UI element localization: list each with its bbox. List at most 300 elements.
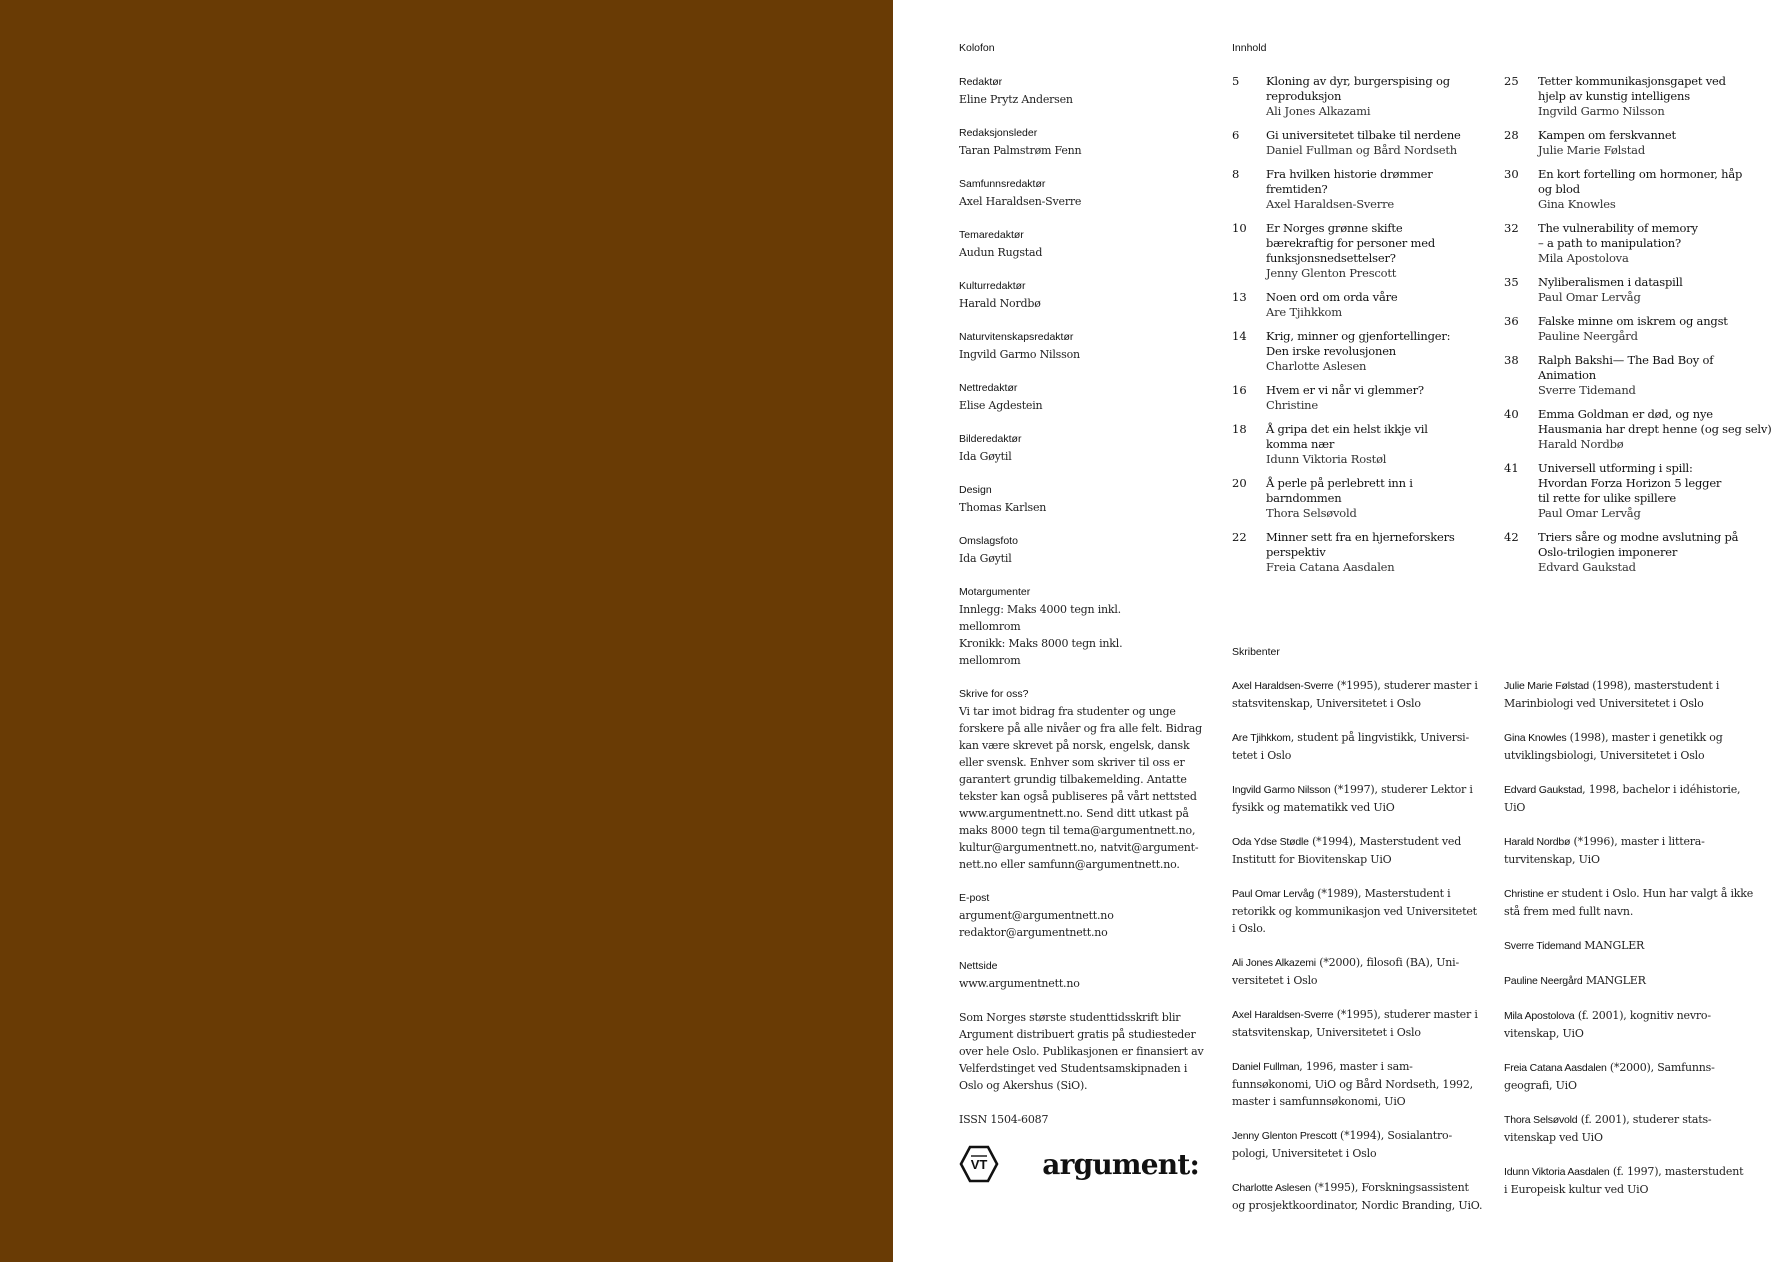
contents-column-1 xyxy=(1232,74,1492,584)
role-label: Redaksjonsleder xyxy=(959,127,1038,139)
role-name: Eline Prytz Andersen xyxy=(959,93,1073,106)
text-line: tekster kan også publiseres på vårt nettsted xyxy=(959,790,1197,803)
about-paragraph xyxy=(959,1009,1209,1094)
writer-bio-first-line xyxy=(1232,954,1494,972)
contents-item xyxy=(1504,275,1774,305)
writer-bio-first-line xyxy=(1232,1006,1494,1024)
page-number: 13 xyxy=(1232,290,1247,304)
contents-item xyxy=(1504,314,1774,344)
article-author: Paul Omar Lervåg xyxy=(1538,506,1641,520)
writer-bio xyxy=(1504,1059,1774,1094)
contents-item-body xyxy=(1266,530,1492,575)
contents-item-body xyxy=(1538,530,1774,575)
text-line: Oslo og Akershus (SiO). xyxy=(959,1079,1088,1092)
article-title-line: Ralph Bakshi— The Bad Boy of xyxy=(1538,353,1714,367)
role-label: Kulturredaktør xyxy=(959,280,1026,292)
writer-bio-text: MANGLER xyxy=(1582,974,1646,987)
colophon-role xyxy=(959,533,1209,567)
colophon-role xyxy=(959,74,1209,108)
writer-bio-text: MANGLER xyxy=(1580,939,1645,952)
colophon-role xyxy=(959,482,1209,516)
writer-bio-first-line xyxy=(1504,972,1774,990)
role-name: Ida Gøytil xyxy=(959,450,1012,463)
role-name: Axel Haraldsen-Sverre xyxy=(959,195,1082,208)
contents-item-body xyxy=(1538,221,1774,266)
contents-item-body xyxy=(1266,128,1492,158)
contents-item xyxy=(1504,530,1774,575)
article-author: Axel Haraldsen-Sverre xyxy=(1266,197,1394,211)
article-title-line: komma nær xyxy=(1266,437,1335,451)
contents-item-body xyxy=(1538,74,1774,119)
article-author: Idunn Viktoria Rostøl xyxy=(1266,452,1387,466)
article-title-line: Er Norges grønne skifte xyxy=(1266,221,1403,235)
text-line: kultur@argumentnett.no, natvit@argument- xyxy=(959,841,1199,854)
article-author: Charlotte Aslesen xyxy=(1266,359,1367,373)
article-author: Freia Catana Aasdalen xyxy=(1266,560,1395,574)
writer-bio xyxy=(1504,677,1774,712)
writer-bio xyxy=(1232,885,1494,937)
article-author: Mila Apostolova xyxy=(1538,251,1629,265)
writer-bio-text: (*1995), studerer master i xyxy=(1333,679,1478,692)
article-title-line: perspektiv xyxy=(1266,545,1326,559)
writer-bio-first-line xyxy=(1232,1179,1494,1197)
text-line: eller svensk. Enhver som skriver til oss er xyxy=(959,756,1185,769)
writer-bio xyxy=(1504,937,1774,955)
writer-bio-line: Marinbiologi ved Universitetet i Oslo xyxy=(1504,697,1704,710)
writer-bio xyxy=(1504,1007,1774,1042)
text-line: Som Norges største studenttidsskrift blir xyxy=(959,1011,1181,1024)
email-address: redaktor@argumentnett.no xyxy=(959,926,1108,939)
colophon-column xyxy=(959,40,1209,1183)
text-line: nett.no eller samfunn@argumentnett.no. xyxy=(959,858,1180,871)
page-number: 41 xyxy=(1504,461,1519,475)
article-author: Edvard Gaukstad xyxy=(1538,560,1636,574)
writer-name: Mila Apostolova xyxy=(1504,1010,1575,1022)
contents-item xyxy=(1504,353,1774,398)
article-title-line: og blod xyxy=(1538,182,1580,196)
writer-bio-text: (*1996), master i littera- xyxy=(1570,835,1705,848)
writer-bio-text: , 1998, bachelor i idéhistorie, xyxy=(1582,783,1741,796)
article-title-line: – a path to manipulation? xyxy=(1538,236,1681,250)
writer-bio-text: (f. 2001), kognitiv nevro- xyxy=(1574,1009,1711,1022)
contents-item-body xyxy=(1538,128,1774,158)
page-number: 22 xyxy=(1232,530,1247,544)
counterarguments-block xyxy=(959,584,1209,669)
writer-bio xyxy=(1504,729,1774,764)
contents-item xyxy=(1504,128,1774,158)
contents-item-body xyxy=(1266,74,1492,119)
contents-item-body xyxy=(1266,167,1492,212)
text-line: mellomrom xyxy=(959,654,1021,667)
writer-bio xyxy=(1232,677,1494,712)
contents-item xyxy=(1232,167,1492,212)
writer-bio-first-line xyxy=(1504,1111,1774,1129)
velferdstinget-logo-icon xyxy=(959,1145,999,1183)
page-number: 28 xyxy=(1504,128,1519,142)
writer-bio-text: (f. 1997), masterstudent xyxy=(1609,1165,1744,1178)
contents-item-body xyxy=(1266,290,1492,320)
article-title-line: Falske minne om iskrem og angst xyxy=(1538,314,1728,328)
article-title-line: reproduksjon xyxy=(1266,89,1342,103)
writer-bio-first-line xyxy=(1504,781,1774,799)
page-number: 6 xyxy=(1232,128,1240,142)
article-title-line: Hvordan Forza Horizon 5 legger xyxy=(1538,476,1722,490)
article-author: Harald Nordbø xyxy=(1538,437,1624,451)
writer-bio-first-line xyxy=(1232,729,1494,747)
writer-bio-text: (*2000), filosofi (BA), Uni- xyxy=(1315,956,1459,969)
writer-bio-line: Institutt for Biovitenskap UiO xyxy=(1232,853,1392,866)
text-line: www.argumentnett.no. Send ditt utkast på xyxy=(959,807,1189,820)
writer-bio-text: (1998), master i genetikk og xyxy=(1566,731,1723,744)
writer-bio-line: pologi, Universitetet i Oslo xyxy=(1232,1147,1377,1160)
contents-item xyxy=(1504,461,1774,521)
text-line: over hele Oslo. Publikasjonen er finansiert av xyxy=(959,1045,1204,1058)
contents-item xyxy=(1504,74,1774,119)
writer-bio xyxy=(1232,729,1494,764)
page-number: 36 xyxy=(1504,314,1519,328)
article-author: Thora Selsøvold xyxy=(1266,506,1357,520)
role-label: Omslagsfoto xyxy=(959,535,1018,547)
writer-bio-first-line xyxy=(1504,677,1774,695)
colophon-role xyxy=(959,329,1209,363)
write-for-us-block xyxy=(959,686,1209,873)
writer-name: Thora Selsøvold xyxy=(1504,1114,1578,1126)
article-title-line: Fra hvilken historie drømmer xyxy=(1266,167,1433,181)
writer-bio-first-line xyxy=(1232,1058,1494,1076)
article-title-line: hjelp av kunstig intelligens xyxy=(1538,89,1690,103)
article-title-line: Krig, minner og gjenfortellinger: xyxy=(1266,329,1451,343)
writer-bio-line: og prosjektkoordinator, Nordic Branding, UiO. xyxy=(1232,1199,1483,1212)
article-author: Gina Knowles xyxy=(1538,197,1616,211)
email-label: E-post xyxy=(959,892,990,904)
logo-row xyxy=(959,1145,1199,1183)
role-name: Taran Palmstrøm Fenn xyxy=(959,144,1082,157)
colophon-page xyxy=(893,0,1785,1262)
article-title-line: Hvem er vi når vi glemmer? xyxy=(1266,383,1424,397)
article-title-line: Nyliberalismen i dataspill xyxy=(1538,275,1683,289)
writer-bio-text: (*1994), Masterstudent ved xyxy=(1308,835,1462,848)
writer-bio xyxy=(1232,954,1494,989)
colophon-role xyxy=(959,125,1209,159)
page-number: 40 xyxy=(1504,407,1519,421)
role-label: Samfunnsredaktør xyxy=(959,178,1046,190)
contents-item xyxy=(1232,383,1492,413)
article-title-line: Å perle på perlebrett inn i xyxy=(1266,476,1413,490)
article-author: Sverre Tidemand xyxy=(1538,383,1636,397)
text-line: kan være skrevet på norsk, engelsk, dansk xyxy=(959,739,1190,752)
page-number: 25 xyxy=(1504,74,1519,88)
contents-item-body xyxy=(1538,167,1774,212)
text-line: forskere på alle nivåer og fra alle felt. Bidrag xyxy=(959,722,1202,735)
writers-column-2 xyxy=(1504,677,1774,1215)
page-number: 8 xyxy=(1232,167,1240,181)
colophon-role xyxy=(959,227,1209,261)
writer-bio-line: tetet i Oslo xyxy=(1232,749,1292,762)
text-line: maks 8000 tegn til tema@argumentnett.no, xyxy=(959,824,1196,837)
writer-bio-text: (*1989), Masterstudent i xyxy=(1314,887,1451,900)
writer-bio-first-line xyxy=(1232,677,1494,695)
page-number: 32 xyxy=(1504,221,1519,235)
writer-bio-first-line xyxy=(1504,833,1774,851)
article-author: Julie Marie Følstad xyxy=(1538,143,1645,157)
contents-item xyxy=(1232,476,1492,521)
writer-name: Oda Ydse Stødle xyxy=(1232,836,1309,848)
article-title-line: Emma Goldman er død, og nye xyxy=(1538,407,1713,421)
writer-bio-first-line xyxy=(1504,1059,1774,1077)
writer-bio xyxy=(1232,1127,1494,1162)
writer-bio-line: geografi, UiO xyxy=(1504,1079,1577,1092)
writer-name: Harald Nordbø xyxy=(1504,836,1571,848)
contents-item xyxy=(1232,221,1492,281)
role-label: Temaredaktør xyxy=(959,229,1024,241)
contents-item-body xyxy=(1266,422,1492,467)
writer-bio-line: vitenskap, UiO xyxy=(1504,1027,1584,1040)
article-author: Are Tjihkkom xyxy=(1266,305,1342,319)
colophon-role xyxy=(959,380,1209,414)
contents-item-body xyxy=(1538,314,1774,344)
article-title-line: Oslo-trilogien imponerer xyxy=(1538,545,1678,559)
writer-bio-line: fysikk og matematikk ved UiO xyxy=(1232,801,1395,814)
contents-item xyxy=(1232,422,1492,467)
writer-bio-line: master i samfunnsøkonomi, UiO xyxy=(1232,1095,1406,1108)
writer-bio xyxy=(1504,1163,1774,1198)
colophon-title: Kolofon xyxy=(959,42,995,54)
contents-column-2 xyxy=(1504,74,1774,584)
write-for-us-label: Skrive for oss? xyxy=(959,688,1029,700)
role-label: Redaktør xyxy=(959,76,1003,88)
page-number: 18 xyxy=(1232,422,1247,436)
page-number: 35 xyxy=(1504,275,1519,289)
writer-bio xyxy=(1232,1058,1494,1110)
issn: ISSN 1504-6087 xyxy=(959,1113,1049,1126)
article-title-line: Kampen om ferskvannet xyxy=(1538,128,1676,142)
writer-name: Freia Catana Aasdalen xyxy=(1504,1062,1607,1074)
article-title-line: Minner sett fra en hjerneforskers xyxy=(1266,530,1455,544)
article-title-line: Å gripa det ein helst ikkje vil xyxy=(1266,422,1428,436)
contents-item xyxy=(1232,74,1492,119)
text-line: Vi tar imot bidrag fra studenter og unge xyxy=(959,705,1176,718)
article-author: Paul Omar Lervåg xyxy=(1538,290,1641,304)
contents-item-body xyxy=(1266,329,1492,374)
writer-bio-line: vitenskap ved UiO xyxy=(1504,1131,1603,1144)
writer-bio xyxy=(1504,781,1774,816)
page-number: 20 xyxy=(1232,476,1247,490)
article-title-line: The vulnerability of memory xyxy=(1538,221,1698,235)
page-number: 42 xyxy=(1504,530,1519,544)
writer-name: Paul Omar Lervåg xyxy=(1232,888,1315,900)
text-line: Innlegg: Maks 4000 tegn inkl. xyxy=(959,603,1121,616)
role-name: Ida Gøytil xyxy=(959,552,1012,565)
writer-bio-text: (*1994), Sosialantro- xyxy=(1336,1129,1452,1142)
writer-name: Sverre Tidemand xyxy=(1504,940,1581,952)
writer-bio-line: i Oslo. xyxy=(1232,922,1266,935)
writer-bio-first-line xyxy=(1504,1163,1774,1181)
writer-bio-line: retorikk og kommunikasjon ved Universitetet xyxy=(1232,905,1477,918)
writer-name: Are Tjihkkom xyxy=(1232,732,1291,744)
writer-bio xyxy=(1232,1006,1494,1041)
writer-bio-text: (*1995), Forskningsassistent xyxy=(1310,1181,1469,1194)
contents-item-body xyxy=(1266,221,1492,281)
article-author: Ingvild Garmo Nilsson xyxy=(1538,104,1665,118)
text-line: Velferdstinget ved Studentsamskipnaden i xyxy=(959,1062,1188,1075)
writer-bio-text: (*1997), studerer Lektor i xyxy=(1330,783,1473,796)
writer-name: Jenny Glenton Prescott xyxy=(1232,1130,1337,1142)
contents-item-body xyxy=(1538,275,1774,305)
writer-bio-text: er student i Oslo. Hun har valgt å ikke xyxy=(1543,887,1754,900)
contents-item xyxy=(1232,530,1492,575)
article-title-line: Kloning av dyr, burgerspising og xyxy=(1266,74,1450,88)
contents-item xyxy=(1232,128,1492,158)
writer-bio-line: UiO xyxy=(1504,801,1526,814)
page-number: 30 xyxy=(1504,167,1519,181)
article-author: Jenny Glenton Prescott xyxy=(1266,266,1397,280)
contents-item-body xyxy=(1538,461,1774,521)
contents-item xyxy=(1232,329,1492,374)
writer-bio-first-line xyxy=(1504,937,1774,955)
writer-name: Axel Haraldsen-Sverre xyxy=(1232,680,1334,692)
writer-bio-text: , 1996, master i sam- xyxy=(1299,1060,1413,1073)
writer-name: Julie Marie Følstad xyxy=(1504,680,1589,692)
writer-bio-first-line xyxy=(1504,885,1774,903)
writer-bio-first-line xyxy=(1504,729,1774,747)
page-number: 5 xyxy=(1232,74,1240,88)
page-number: 10 xyxy=(1232,221,1247,235)
writer-bio xyxy=(1232,1179,1494,1214)
website-address: www.argumentnett.no xyxy=(959,977,1080,990)
colophon-role xyxy=(959,431,1209,465)
article-title-line: Tetter kommunikasjonsgapet ved xyxy=(1538,74,1726,88)
role-name: Audun Rugstad xyxy=(959,246,1043,259)
writer-bio-first-line xyxy=(1232,833,1494,851)
contents-item-body xyxy=(1266,476,1492,521)
writer-bio-line: turvitenskap, UiO xyxy=(1504,853,1600,866)
article-author: Christine xyxy=(1266,398,1318,412)
article-title-line: Noen ord om orda våre xyxy=(1266,290,1398,304)
text-line: Kronikk: Maks 8000 tegn inkl. xyxy=(959,637,1123,650)
article-title-line: Triers såre og modne avslutning på xyxy=(1538,530,1739,544)
vt-logo-text: VT xyxy=(970,1157,988,1172)
writer-bio xyxy=(1232,781,1494,816)
writer-name: Ingvild Garmo Nilsson xyxy=(1232,784,1331,796)
contents-item xyxy=(1232,290,1492,320)
writer-bio-line: statsvitenskap, Universitetet i Oslo xyxy=(1232,1026,1421,1039)
writer-name: Charlotte Aslesen xyxy=(1232,1182,1311,1194)
article-title-line: Universell utforming i spill: xyxy=(1538,461,1693,475)
writer-bio xyxy=(1232,833,1494,868)
writer-bio-first-line xyxy=(1232,885,1494,903)
writer-bio xyxy=(1504,972,1774,990)
writer-bio-line: funnsøkonomi, UiO og Bård Nordseth, 1992, xyxy=(1232,1078,1473,1091)
website-label: Nettside xyxy=(959,960,998,972)
role-name: Elise Agdestein xyxy=(959,399,1043,412)
website-url xyxy=(959,975,1209,992)
page-number: 16 xyxy=(1232,383,1247,397)
writer-bio-first-line xyxy=(1504,1007,1774,1025)
counterarguments-text xyxy=(959,601,1209,669)
writers-column-1 xyxy=(1232,677,1494,1231)
article-author: Ali Jones Alkazami xyxy=(1266,104,1371,118)
writer-bio xyxy=(1504,1111,1774,1146)
counterarguments-label: Motargumenter xyxy=(959,586,1031,598)
role-name: Ingvild Garmo Nilsson xyxy=(959,348,1080,361)
writer-bio-text: (f. 2001), studerer stats- xyxy=(1577,1113,1712,1126)
writer-bio-text: , student på lingvistikk, Universi- xyxy=(1290,731,1470,744)
writer-name: Axel Haraldsen-Sverre xyxy=(1232,1009,1334,1021)
article-author: Pauline Neergård xyxy=(1538,329,1638,343)
text-line: Argument distribuert gratis på studiesteder xyxy=(959,1028,1196,1041)
text-line: garantert grundig tilbakemelding. Antatte xyxy=(959,773,1187,786)
article-title-line: til rette for ulike spillere xyxy=(1538,491,1676,505)
contents-item-body xyxy=(1266,383,1492,413)
writer-name: Ali Jones Alkazemi xyxy=(1232,957,1316,969)
role-label: Nettredaktør xyxy=(959,382,1018,394)
article-title-line: barndommen xyxy=(1266,491,1342,505)
article-title-line: bærekraftig for personer med xyxy=(1266,236,1436,250)
colophon-role xyxy=(959,278,1209,312)
colophon-roles xyxy=(959,74,1209,567)
writer-name: Pauline Neergård xyxy=(1504,975,1583,987)
contents-title: Innhold xyxy=(1232,42,1267,54)
role-name: Harald Nordbø xyxy=(959,297,1041,310)
writer-bio-line: statsvitenskap, Universitetet i Oslo xyxy=(1232,697,1421,710)
writer-bio xyxy=(1504,833,1774,868)
article-title-line: Gi universitetet tilbake til nerdene xyxy=(1266,128,1461,142)
article-title-line: fremtiden? xyxy=(1266,182,1328,196)
writer-name: Gina Knowles xyxy=(1504,732,1567,744)
email-addresses xyxy=(959,907,1209,941)
role-label: Bilderedaktør xyxy=(959,433,1022,445)
write-for-us-text xyxy=(959,703,1209,873)
writer-name: Idunn Viktoria Aasdalen xyxy=(1504,1166,1610,1178)
email-block xyxy=(959,890,1209,941)
colophon-role xyxy=(959,176,1209,210)
text-line: mellomrom xyxy=(959,620,1021,633)
page-number: 38 xyxy=(1504,353,1519,367)
role-name: Thomas Karlsen xyxy=(959,501,1047,514)
contents-item xyxy=(1504,167,1774,212)
writer-bio-line: utviklingsbiologi, Universitetet i Oslo xyxy=(1504,749,1705,762)
role-label: Naturvitenskapsredaktør xyxy=(959,331,1074,343)
contents-item xyxy=(1504,407,1774,452)
website-block xyxy=(959,958,1209,992)
writer-bio-first-line xyxy=(1232,781,1494,799)
argument-wordmark: argument: xyxy=(1042,1147,1199,1181)
email-address: argument@argumentnett.no xyxy=(959,909,1114,922)
writer-bio xyxy=(1504,885,1774,920)
article-title-line: Hausmania har drept henne (og seg selv) xyxy=(1538,422,1772,436)
writers-title: Skribenter xyxy=(1232,646,1280,658)
contents-item-body xyxy=(1538,353,1774,398)
article-author: Daniel Fullman og Bård Nordseth xyxy=(1266,143,1458,157)
writer-name: Daniel Fullman xyxy=(1232,1061,1300,1073)
writer-bio-first-line xyxy=(1232,1127,1494,1145)
contents-item-body xyxy=(1538,407,1774,452)
writer-bio-text: (*1995), studerer master i xyxy=(1333,1008,1478,1021)
writer-bio-line: i Europeisk kultur ved UiO xyxy=(1504,1183,1649,1196)
contents-item xyxy=(1504,221,1774,266)
writer-bio-line: stå frem med fullt navn. xyxy=(1504,905,1634,918)
writer-bio-text: (1998), masterstudent i xyxy=(1588,679,1720,692)
article-title-line: Den irske revolusjonen xyxy=(1266,344,1397,358)
role-label: Design xyxy=(959,484,992,496)
writer-bio-line: versitetet i Oslo xyxy=(1232,974,1318,987)
article-title-line: Animation xyxy=(1538,368,1596,382)
article-title-line: funksjonsnedsettelser? xyxy=(1266,251,1396,265)
page-number: 14 xyxy=(1232,329,1247,343)
article-title-line: En kort fortelling om hormoner, håp xyxy=(1538,167,1743,181)
writer-name: Christine xyxy=(1504,888,1544,900)
writer-bio-text: (*2000), Samfunns- xyxy=(1606,1061,1715,1074)
